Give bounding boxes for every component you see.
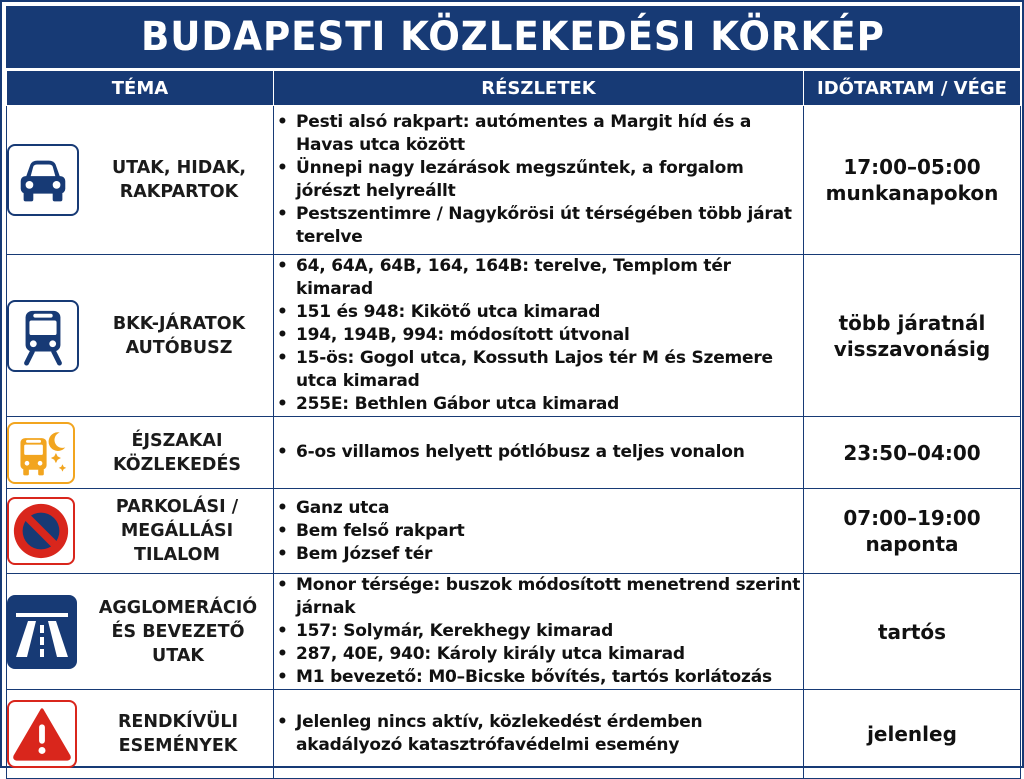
bus-icon [7,300,79,372]
table-row [7,106,1021,255]
table-row [7,574,1021,690]
details-list [274,255,803,416]
topic-label: RENDKÍVÜLI ESEMÉNYEK [117,712,239,756]
topic-label: AGGLOMERÁCIÓ ÉS BEVEZETŐ UTAK [98,597,258,666]
table-header-row [7,71,1021,106]
title-bar [6,6,1020,68]
time-cell: 23:50–04:00 [804,417,1021,489]
no-parking-icon [7,497,75,565]
detail-item: • M1 bevezető: M0–Bicske bővítés, tartós korlátozás [274,666,803,689]
details-cell [274,255,804,417]
time-cell: több járatnál visszavonásig [804,255,1021,417]
warning-icon [7,700,77,768]
detail-item: • 151 és 948: Kikötő utca kimarad [274,301,803,324]
details-cell [274,106,804,255]
detail-item: • 64, 64A, 64B, 164, 164B: terelve, Templom tér kimarad [274,255,803,301]
time-cell: tartós [804,574,1021,690]
time-cell: jelenleg [804,690,1021,779]
detail-item: • Ganz utca [274,497,803,520]
table-row [7,417,1021,489]
details-list [274,497,803,566]
car-icon [7,144,79,216]
topic-label: PARKOLÁSI / MEGÁLLÁSI TILALOM [115,497,239,565]
topic-cell [7,690,274,779]
details-cell [274,417,804,489]
detail-item: • Pestszentimre / Nagykőrösi út térségében több járat terelve [274,203,803,249]
details-list [274,574,803,689]
detail-item: • 287, 40E, 940: Károly király utca kimarad [274,643,803,666]
detail-item: • 15-ös: Gogol utca, Kossuth Lajos tér M és Szemere utca kimarad [274,347,803,393]
detail-item: • Bem József tér [274,543,803,566]
details-list [274,441,803,464]
detail-item: • Monor térsége: buszok módosított menetrend szerint járnak [274,574,803,620]
topic-label: BKK-JÁRATOK AUTÓBUSZ [112,313,246,358]
header-topic: TÉMA [7,71,274,106]
details-cell [274,574,804,690]
topic-cell [7,574,274,690]
header-details: RÉSZLETEK [274,71,804,106]
details-cell [274,690,804,779]
topic-cell [7,255,274,417]
time-cell: 07:00–19:00 naponta [804,489,1021,574]
detail-item: • 194, 194B, 994: módosított útvonal [274,324,803,347]
detail-item: • 6-os villamos helyett pótlóbusz a teljes vonalon [274,441,803,464]
night-bus-icon [7,422,75,484]
topic-cell [7,106,274,255]
topic-cell [7,417,274,489]
details-cell [274,489,804,574]
topic-label: ÉJSZAKAI KÖZLEKEDÉS [112,430,242,475]
detail-item: • Bem felső rakpart [274,520,803,543]
topic-label: UTAK, HIDAK, RAKPARTOK [111,158,247,202]
detail-item: • 255E: Bethlen Gábor utca kimarad [274,393,803,416]
table-row [7,255,1021,417]
motorway-icon [7,595,77,669]
table-row [7,489,1021,574]
traffic-table [6,70,1021,779]
header-time: IDŐTARTAM / VÉGE [804,71,1021,106]
detail-item: • Jelenleg nincs aktív, közlekedést érdemben akadályozó katasztrófavédelmi esemény [274,711,803,757]
detail-item: • 157: Solymár, Kerekhegy kimarad [274,620,803,643]
time-cell: 17:00–05:00 munkanapokon [804,106,1021,255]
details-list [274,711,803,757]
detail-item: • Ünnepi nagy lezárások megszűntek, a forgalom jórészt helyreállt [274,157,803,203]
topic-cell [7,489,274,574]
detail-item: • Pesti alsó rakpart: autómentes a Margit híd és a Havas utca között [274,111,803,157]
details-list [274,111,803,249]
table-row [7,690,1021,779]
page-title: BUDAPESTI KÖZLEKEDÉSI KÖRKÉP [141,14,885,60]
